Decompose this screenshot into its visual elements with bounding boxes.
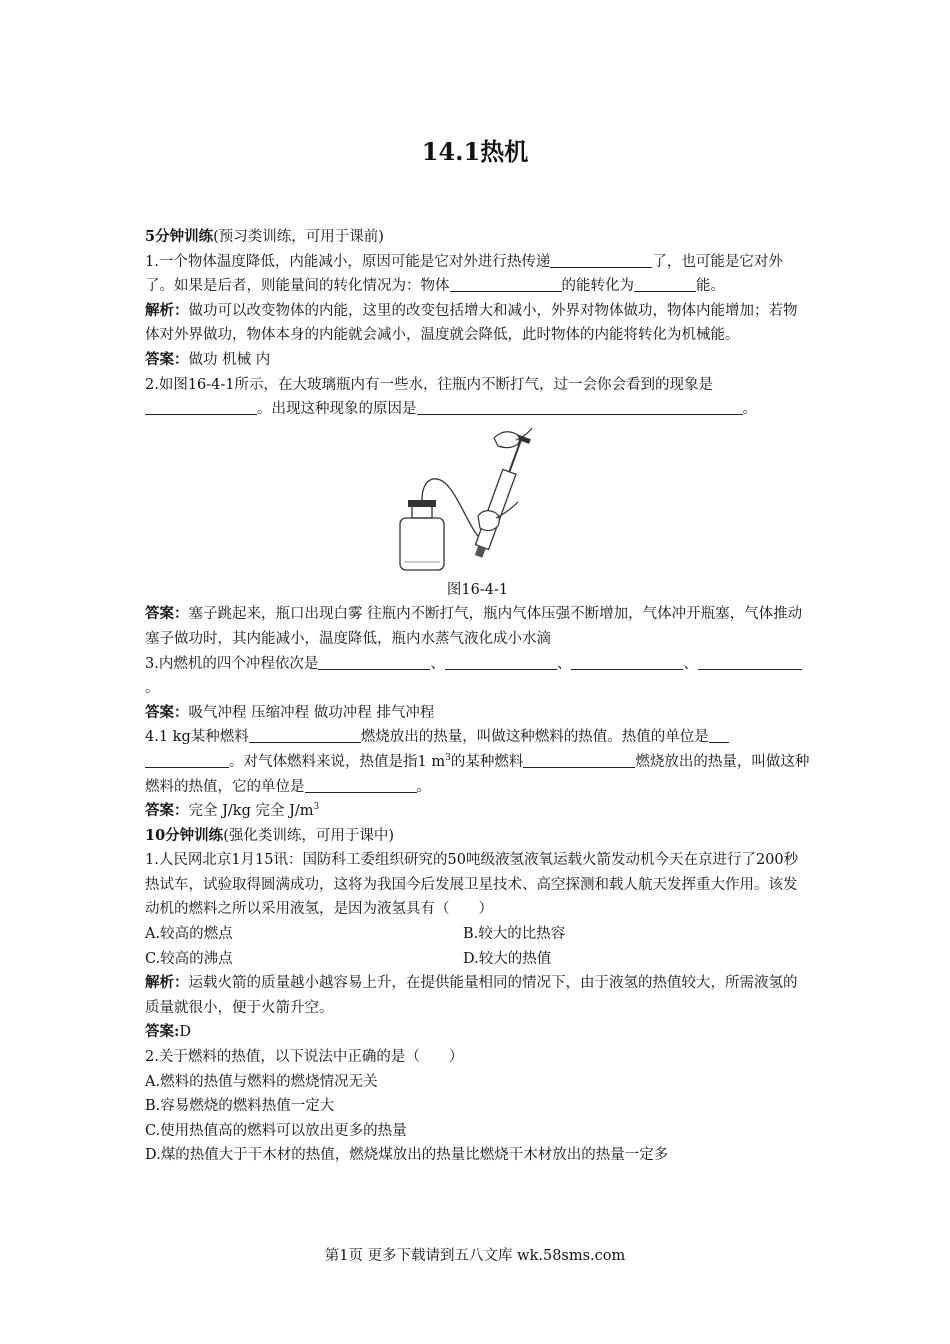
option-c[interactable]: C.使用热值高的燃料可以放出更多的热量 xyxy=(145,1122,407,1139)
answer-blank-cont xyxy=(145,751,229,768)
option-c[interactable]: C.较高的沸点 xyxy=(145,950,233,967)
answer-3: 答案：吸气冲程 压缩冲程 做功冲程 排气冲程 xyxy=(145,703,435,721)
air-tube xyxy=(422,479,478,536)
answer-blank-cont xyxy=(782,653,802,670)
answer-blank[interactable] xyxy=(523,751,635,768)
answer-blank[interactable] xyxy=(571,653,683,670)
question-3: 3.内燃机的四个冲程依次是 、 、 、。 xyxy=(145,652,810,701)
page-footer: 第1页 更多下载请到五八文库 wk.58sms.com xyxy=(324,1248,626,1264)
question-4: 4.1 kg某种燃料 燃烧放出的热量，叫做这种燃料的热值。热值的单位是。对气体燃料来说，热值是指1 $m^3$的某种燃料 燃烧放出的热量，叫做这种燃料的热值，它的单位是 。 xyxy=(145,725,810,799)
question-2: 2.如图16-4-1所示，在大玻璃瓶内有一些水，往瓶内不断打气，过一会你会看到的现象是。出现这种现象的原因是 。 xyxy=(145,376,757,418)
options-q5 xyxy=(145,922,810,971)
bottle-neck xyxy=(412,506,432,518)
answer-blank[interactable] xyxy=(305,776,417,793)
answer-2: 答案：塞子跳起来，瓶口出现白雾 往瓶内不断打气，瓶内气体压强不断增加，气体冲开瓶塞，气体推动塞子做功时，其内能减小，温度降低，瓶内水蒸气液化成小水滴 xyxy=(145,605,803,647)
question-5: 1.人民网北京1月15讯：国防科工委组织研究的50吨级液氢液氧运载火箭发动机今天在京进行了200秒热试车，试验取得圆满成功，这将为我国今后发展卫星技术、高空探测和载人航天发挥重大作用。该发动机的燃料之所以采用液氢，是因为液氢具有（ ） xyxy=(145,852,799,918)
option-b[interactable]: B.容易燃烧的燃料热值一定大 xyxy=(145,1098,335,1115)
answer-blank[interactable] xyxy=(634,275,696,292)
option-b[interactable]: B.较大的比热容 xyxy=(463,926,566,943)
lower-hand xyxy=(478,510,499,530)
option-d[interactable]: D.煤的热值大于干木材的热值，燃烧煤放出的热量比燃烧干木材放出的热量一定多 xyxy=(145,1147,669,1164)
question-1: 1.一个物体温度降低，内能减小，原因可能是它对外进行热传递 了，也可能是它对外了。如果是后者，则能量间的转化情况为：物体 的能转化为 能。 xyxy=(145,250,810,299)
answer-blank[interactable] xyxy=(417,398,743,415)
answer-blank[interactable] xyxy=(145,398,257,415)
answer-blank[interactable] xyxy=(709,726,729,743)
bottle-pump-illustration xyxy=(378,426,578,576)
answer-blank[interactable] xyxy=(698,653,782,670)
figure-caption: 图16-4-1 xyxy=(446,581,509,598)
page-title: 14.1热机 xyxy=(421,137,529,166)
document-body xyxy=(145,225,810,1168)
answer-blank[interactable] xyxy=(445,653,557,670)
answer-blank[interactable] xyxy=(550,251,652,268)
section-heading-5min: 5分钟训练(预习类训练，可用于课前) xyxy=(145,228,384,245)
option-a[interactable]: A.较高的燃点 xyxy=(145,926,233,943)
option-d[interactable]: D.较大的热值 xyxy=(463,950,552,967)
question-6: 2.关于燃料的热值，以下说法中正确的是（ ） xyxy=(145,1049,464,1066)
answer-blank[interactable] xyxy=(450,275,562,292)
analysis-1: 解析：做功可以改变物体的内能，这里的改变包括增大和减小，外界对物体做功，物体内能增加；若物体对外界做功，物体本身的内能就会减小，温度就会降低，此时物体的内能将转化为机械能。 xyxy=(145,301,798,344)
analysis-5: 解析：运载火箭的质量越小越容易上升，在提供能量相同的情况下，由于液氢的热值较大，所需液氢的质量就很小，便于火箭升空。 xyxy=(145,974,798,1016)
figure-16-4-1 xyxy=(145,426,810,603)
answer-1: 答案：做功 机械 内 xyxy=(145,350,271,368)
bottle-stopper xyxy=(408,500,436,507)
section-heading-10min: 10分钟训练(强化类训练，可用于课中) xyxy=(145,826,395,844)
option-a[interactable]: A.燃料的热值与燃料的燃烧情况无关 xyxy=(145,1073,378,1090)
answer-blank[interactable] xyxy=(318,653,430,670)
answer-blank[interactable] xyxy=(249,726,361,743)
answer-4: 答案：完全 J/kg 完全 $J/m^3$ xyxy=(145,802,320,820)
answer-5: 答案:D xyxy=(145,1023,191,1041)
upper-hand xyxy=(494,432,520,448)
